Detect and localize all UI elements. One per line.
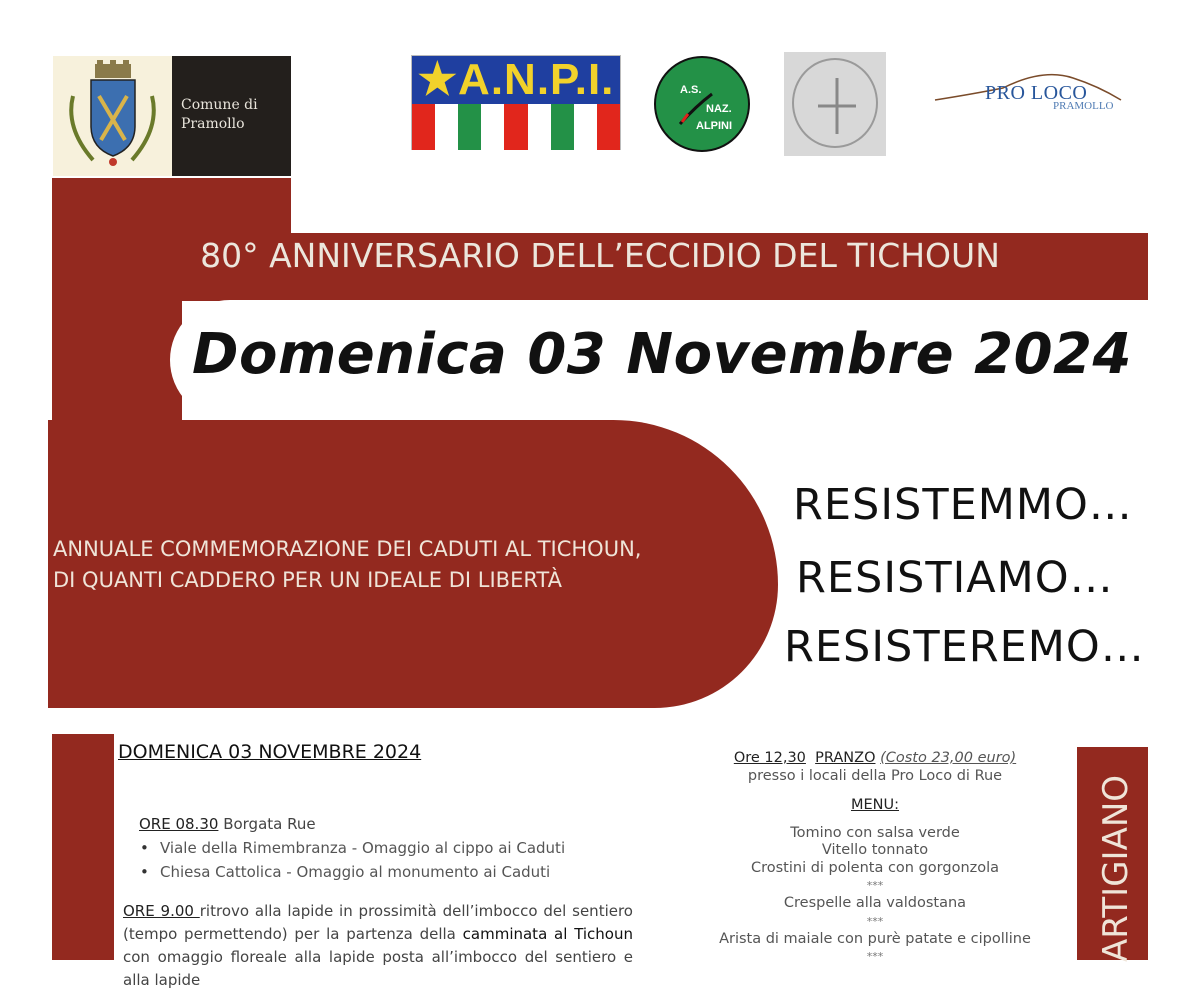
program-highlight: camminata al Tichoun (462, 925, 634, 943)
flag-stripe (412, 104, 435, 150)
program-item-0830 (139, 815, 316, 833)
program-bullet: • Viale della Rimembranza - Omaggio al cippo ai Caduti (160, 839, 565, 857)
anpi-logo (411, 55, 621, 150)
program-text: con omaggio floreale alla lapide posta all’imbocco del sentiero e alla lapide (123, 948, 633, 989)
commemoration-line1: ANNUALE COMMEMORAZIONE DEI CADUTI AL TICHOUN, (53, 537, 642, 561)
program-item-0900 (123, 900, 633, 992)
flag-stripe (597, 104, 620, 150)
alpini-logo (654, 56, 750, 152)
feather-icon (676, 88, 716, 128)
program-text: ritrovo alla lapide in prossimità dell’imbocco del sentiero (tempo permettendo) per la partenza della (123, 902, 633, 943)
time-label: ORE 08.30 (139, 815, 219, 833)
menu-item: Crostini di polenta con gorgonzola (750, 859, 1000, 876)
proloco-main: PRO LOCO (985, 82, 1088, 104)
motto-line-1: RESISTEMMO… (793, 480, 1133, 530)
lunch-place: presso i locali della Pro Loco di Rue (747, 767, 1003, 784)
lunch-time: Ore 12,30 (733, 750, 806, 766)
maroon-band (52, 178, 291, 234)
commemoration-text (53, 534, 641, 596)
flag-stripe (481, 104, 504, 150)
flag-stripe (435, 104, 458, 150)
menu-list (700, 825, 1050, 967)
maroon-band (52, 734, 114, 960)
motto-line-2: RESISTIAMO… (796, 553, 1114, 603)
internati-logo (784, 52, 886, 156)
menu-item: Arista di maiale con purè patate e cipolline (719, 930, 1031, 947)
program-date: DOMENICA 03 NOVEMBRE 2024 (118, 741, 422, 763)
flag-stripe (458, 104, 481, 150)
lunch-title (700, 750, 1050, 768)
commemoration-line2: DI QUANTI CADDERO PER UN IDEALE DI LIBERTÀ (53, 568, 562, 592)
internati-seal (792, 58, 878, 148)
menu-separator: *** (866, 914, 884, 928)
comune-name (172, 56, 291, 176)
anniversary-title: 80° ANNIVERSARIO DELL’ECCIDIO DEL TICHOUN (200, 236, 1000, 275)
flag-stripe (574, 104, 597, 150)
lunch-label: PRANZO (815, 750, 876, 766)
menu-separator: *** (866, 879, 884, 892)
menu-label: MENU: (850, 797, 900, 813)
menu-item: Vitello tonnato (821, 842, 929, 858)
comune-line1: Comune di (181, 97, 258, 113)
flag-stripe (504, 104, 527, 150)
side-label: ARTIGIANO (1096, 774, 1136, 962)
time-label: ORE 9.00 (123, 902, 200, 920)
lunch-section (700, 750, 1050, 966)
proloco-sub: PRAMOLLO (1053, 100, 1114, 112)
flag-stripe (528, 104, 551, 150)
alpini-name: ALPINI (696, 120, 733, 132)
comune-logo (53, 56, 291, 176)
proloco-logo (933, 66, 1123, 126)
program-bullet: • Chiesa Cattolica - Omaggio al monumento ai Caduti (160, 863, 550, 881)
lunch-cost: (Costo 23,00 euro) (880, 750, 1017, 766)
menu-item: Tomino con salsa verde (790, 824, 960, 841)
comune-line2: Pramollo (181, 116, 245, 132)
place-label: Borgata Rue (218, 815, 316, 833)
coat-of-arms-icon (53, 56, 172, 176)
anpi-title: ★A.N.P.I. (412, 56, 620, 104)
event-date-title: Domenica 03 Novembre 2024 (192, 322, 1132, 387)
menu-item: Crespelle alla valdostana (783, 895, 967, 911)
flag-stripe (551, 104, 574, 150)
menu-separator: *** (866, 950, 884, 963)
alpini-as: A.S. (680, 84, 702, 96)
alpini-naz: NAZ. (706, 103, 732, 115)
anpi-flag-stripes (412, 104, 620, 150)
motto-line-3: RESISTEREMO… (784, 622, 1145, 672)
